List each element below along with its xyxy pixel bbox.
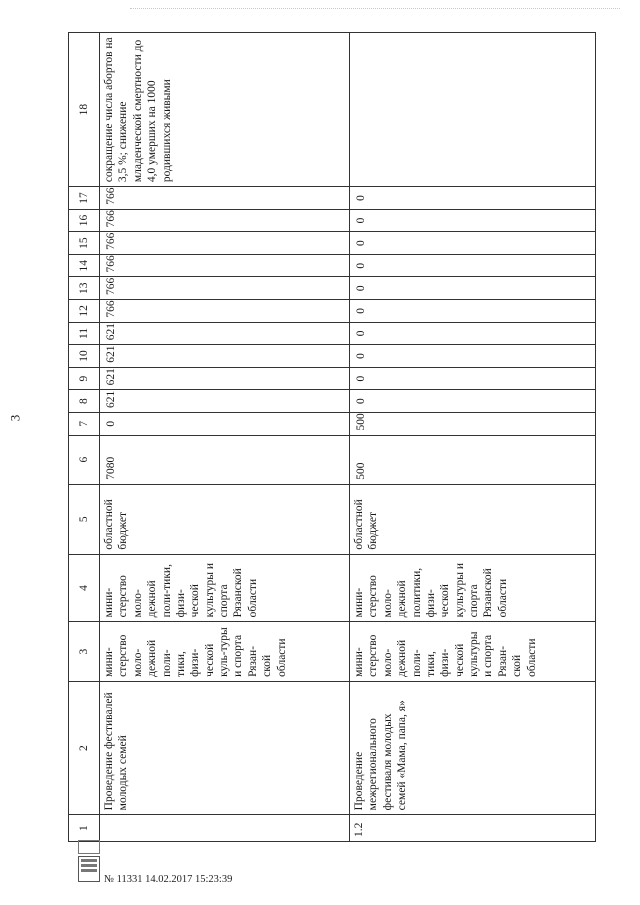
header-cell: 9 (69, 367, 100, 390)
year-value-cell: 766 (100, 277, 350, 300)
header-cell: 7 (69, 412, 100, 435)
year-value-cell: 0 (350, 390, 596, 413)
total-cell: 7080 (100, 435, 350, 484)
header-cell: 17 (69, 187, 100, 210)
year-value-cell: 0 (100, 412, 350, 435)
year-value-cell: 0 (350, 209, 596, 232)
table-row (100, 33, 350, 842)
funding-source-cell: областной бюджет (350, 484, 596, 554)
year-value-cell: 0 (350, 187, 596, 210)
rotated-table-frame (68, 32, 596, 842)
header-cell: 16 (69, 209, 100, 232)
row-number-cell (100, 815, 350, 842)
year-value-cell: 766 (100, 232, 350, 255)
header-cell: 5 (69, 484, 100, 554)
event-name-cell: Проведение фестивалей молодых семей (100, 681, 350, 814)
year-value-cell: 0 (350, 232, 596, 255)
expected-result-cell (350, 33, 596, 187)
year-value-cell: 0 (350, 254, 596, 277)
responsible-cell: мини-стерство моло-дежной поли-тики, физи-ческой куль-туры и спорта Рязан-ской области (100, 622, 350, 682)
executor-cell: мини-стерство моло-дежной поли-тики, физи-ческой культуры и спорта Рязанской области (100, 554, 350, 622)
year-value-cell: 621 (100, 390, 350, 413)
program-table (68, 32, 596, 842)
funding-source-cell: областной бюджет (100, 484, 350, 554)
year-value-cell: 621 (100, 345, 350, 368)
header-cell: 1 (69, 815, 100, 842)
responsible-cell: мини-стерство моло-дежной поли-тики, физи-ческой культуры и спорта Рязан-ской области (350, 622, 596, 682)
year-value-cell: 0 (350, 300, 596, 323)
year-value-cell: 766 (100, 187, 350, 210)
event-name-cell: Проведение межрегионального фестиваля молодых семей «Мама, папа, я» (350, 681, 596, 814)
header-cell: 10 (69, 345, 100, 368)
header-cell: 6 (69, 435, 100, 484)
header-cell: 2 (69, 681, 100, 814)
total-cell: 500 (350, 435, 596, 484)
header-cell: 4 (69, 554, 100, 622)
year-value-cell: 0 (350, 322, 596, 345)
header-cell: 15 (69, 232, 100, 255)
barcode-icon (78, 840, 100, 854)
year-value-cell: 766 (100, 300, 350, 323)
header-cell: 12 (69, 300, 100, 323)
year-value-cell: 0 (350, 367, 596, 390)
document-id: № 11331 14.02.2017 15:23:39 (104, 874, 233, 885)
rotated-table-container (68, 32, 596, 842)
year-value-cell: 0 (350, 277, 596, 300)
year-value-cell: 766 (100, 254, 350, 277)
row-number-cell: 1.2 (350, 815, 596, 842)
year-value-cell: 766 (100, 209, 350, 232)
header-cell: 18 (69, 33, 100, 187)
table-row (350, 33, 596, 842)
year-value-cell: 621 (100, 322, 350, 345)
page-number: 3 (7, 414, 23, 422)
year-value-cell: 621 (100, 367, 350, 390)
header-cell: 14 (69, 254, 100, 277)
top-dotted-line (130, 8, 620, 11)
year-value-cell: 0 (350, 345, 596, 368)
executor-cell: мини-стерство моло-дежной политики, физи-ческой культуры и спорта Рязанской области (350, 554, 596, 622)
year-value-cell: 500 (350, 412, 596, 435)
stamp-icon (78, 856, 100, 882)
header-cell: 11 (69, 322, 100, 345)
header-cell: 8 (69, 390, 100, 413)
expected-result-cell: сокращение числа абортов на 3,5 %; снижение младенческой смертности до 4,0 умерших на 1000 родившихся живыми (100, 33, 350, 187)
header-cell: 3 (69, 622, 100, 682)
header-cell: 13 (69, 277, 100, 300)
header-row (69, 33, 100, 842)
